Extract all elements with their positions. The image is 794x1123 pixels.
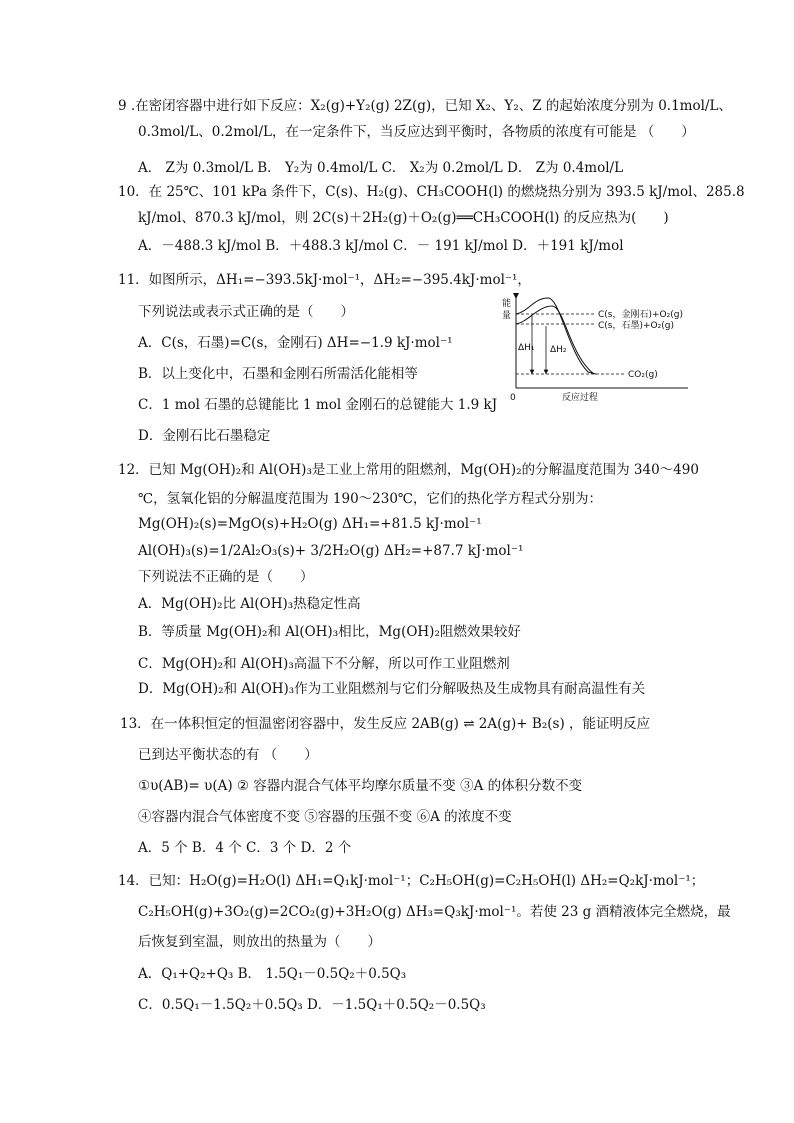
curve-diamond [516, 298, 596, 374]
q11-option-a: A．C(s，石墨)=C(s，金刚石) ΔH=−1.9 kJ·mol⁻¹ [138, 335, 453, 351]
q11-stem-line-2: 下列说法或表示式正确的是（ ） [138, 304, 354, 320]
q14-stem-line-1: 14．已知：H₂O(g)=H₂O(l) ΔH₁=Q₁kJ·mol⁻¹；C₂H₅OH(g)=C₂H₅OH(l) ΔH₂=Q₂kJ·mol⁻¹； [118, 873, 705, 889]
q11-option-c: C．1 mol 石墨的总键能比 1 mol 金刚石的总键能大 1.9 kJ [138, 397, 498, 413]
q10-options: A．－488.3 kJ/mol B．＋488.3 kJ/mol C．－ 191 kJ/mol D．＋191 kJ/mol [138, 238, 624, 254]
x-axis-label: 反应过程 [562, 393, 599, 403]
y-axis-label-2: 量 [502, 311, 512, 321]
q12-option-b: B．等质量 Mg(OH)₂和 Al(OH)₃相比，Mg(OH)₂阻燃效果较好 [138, 624, 521, 640]
q11-option-b: B．以上变化中，石墨和金刚石所需活化能相等 [138, 366, 418, 382]
q10-stem-line-1: 10．在 25℃、101 kPa 条件下，C(s)、H₂(g)、CH₃COOH(l) 的燃烧热分别为 393.5 kJ/mol、285.8 [118, 184, 745, 200]
q10-stem-line-2: kJ/mol、870.3 kJ/mol，则 2C(s)＋2H₂(g)＋O₂(g)══CH₃COOH(l) 的反应热为( ) [138, 210, 669, 226]
q9-stem-line-1: 9 .在密闭容器中进行如下反应：X₂(g)+Y₂(g) 2Z(g)，已知 X₂、Y₂、Z 的起始浓度分别为 0.1mol/L、 [118, 98, 732, 114]
q14-stem-line-2: C₂H₅OH(g)+3O₂(g)=2CO₂(g)+3H₂O(g) ΔH₃=Q₃kJ·mol⁻¹。若使 23 g 酒精液体完全燃烧，最 [138, 904, 731, 920]
q14-stem-line-3: 后恢复到室温，则放出的热量为（ ） [138, 934, 381, 950]
q13-conditions-1: ①υ(AB)= υ(A) ② 容器内混合气体平均摩尔质量不变 ③A 的体积分数不变 [138, 778, 583, 794]
label-co2: CO₂(g) [628, 370, 658, 380]
q14-options-ab: A．Q₁+Q₂+Q₃ B． 1.5Q₁－0.5Q₂＋0.5Q₃ [138, 966, 407, 982]
q13-conditions-2: ④容器内混合气体密度不变 ⑤容器的压强不变 ⑥A 的浓度不变 [138, 809, 512, 825]
energy-diagram-svg [498, 292, 696, 404]
q9-stem-line-2: 0.3mol/L、0.2mol/L，在一定条件下，当反应达到平衡时，各物质的浓度有可能是 （ ） [138, 124, 695, 140]
q12-option-d: D．Mg(OH)₂和 Al(OH)₃作为工业阻燃剂与它们分解吸热及生成物具有耐高温性有关 [138, 681, 646, 697]
label-graphite: C(s，石墨)+O₂(g) [598, 321, 674, 331]
q12-stem-line-2: ℃，氢氧化铝的分解温度范围为 190～230℃，它们的热化学方程式分别为： [138, 491, 603, 507]
origin-label: 0 [510, 393, 516, 403]
y-axis-label-1: 能 [502, 299, 512, 309]
q13-stem-line-1: 13．在一体积恒定的恒温密闭容器中，发生反应 2AB(g) ⇌ 2A(g)+ B₂(s) ，能证明反应 [120, 716, 650, 732]
q12-equation-1: Mg(OH)₂(s)=MgO(s)+H₂O(g) ΔH₁=+81.5 kJ·mol⁻¹ [138, 516, 482, 532]
q13-stem-line-2: 已到达平衡状态的有 （ ） [138, 747, 318, 763]
q12-equation-2: Al(OH)₃(s)=1/2Al₂O₃(s)+ 3/2H₂O(g) ΔH₂=+87.7 kJ·mol⁻¹ [138, 543, 524, 559]
q14-options-cd: C．0.5Q₁－1.5Q₂＋0.5Q₃ D．－1.5Q₁＋0.5Q₂－0.5Q₃ [138, 997, 486, 1013]
q12-stem-line-3: 下列说法不正确的是（ ） [138, 569, 314, 585]
q12-option-c: C．Mg(OH)₂和 Al(OH)₃高温下不分解，所以可作工业阻燃剂 [138, 656, 510, 672]
label-dh1: ΔH₁ [518, 343, 535, 353]
q11-option-d: D．金刚石比石墨稳定 [138, 428, 271, 444]
q11-stem-line-1: 11．如图所示，ΔH₁=−393.5kJ·mol⁻¹，ΔH₂=−395.4kJ·mol⁻¹， [118, 272, 531, 288]
q12-stem-line-1: 12．已知 Mg(OH)₂和 Al(OH)₃是工业上常用的阻燃剂，Mg(OH)₂的分解温度范围为 340～490 [118, 462, 699, 478]
label-diamond: C(s，金刚石)+O₂(g) [598, 310, 683, 320]
label-dh2: ΔH₂ [550, 345, 567, 355]
q13-options: A．5 个 B．4 个 C．3 个 D．2 个 [138, 840, 352, 856]
curve-graphite [516, 306, 594, 374]
q12-option-a: A．Mg(OH)₂比 Al(OH)₃热稳定性高 [138, 596, 361, 612]
energy-diagram [498, 292, 696, 404]
q9-options: A． Z为 0.3mol/L B． Y₂为 0.4mol/L C． X₂为 0.2mol/L D． Z为 0.4mol/L [138, 160, 624, 176]
